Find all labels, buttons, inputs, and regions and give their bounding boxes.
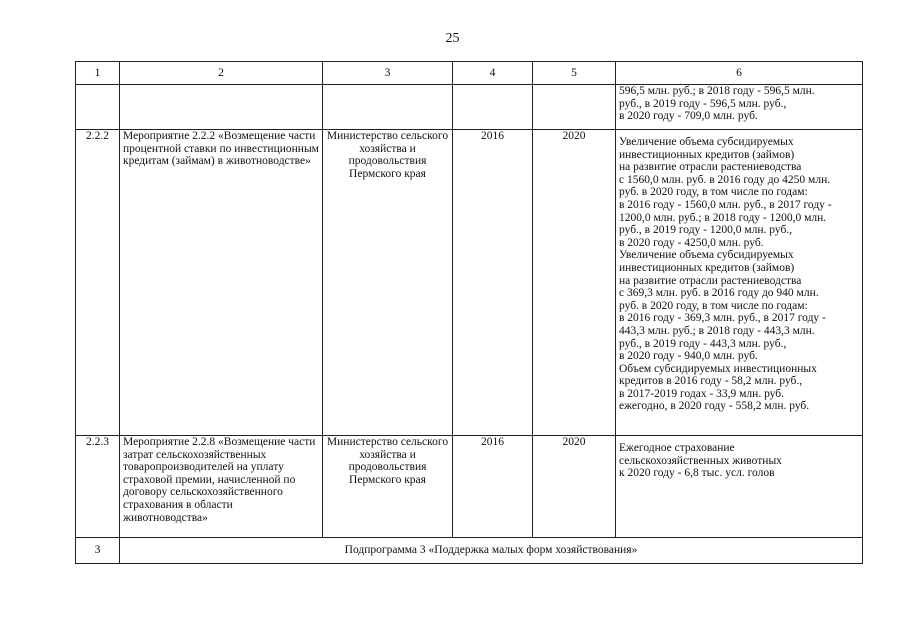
measures-table — [75, 61, 863, 564]
executor-name: Министерство сельского хозяйства и продовольствия Пермского края — [323, 436, 453, 538]
executor-name — [323, 85, 453, 130]
page-number: 25 — [445, 31, 460, 46]
column-header: 5 — [533, 62, 616, 85]
result-text: Ежегодное страхование сельскохозяйственных животных к 2020 году - 6,8 тыс. усл. голов — [616, 436, 863, 538]
column-header: 2 — [120, 62, 323, 85]
subprogram-title: Подпрограмма 3 «Поддержка малых форм хозяйствования» — [120, 538, 863, 564]
subprogram-number: 3 — [76, 538, 120, 564]
start-year: 2016 — [453, 436, 533, 538]
start-year — [453, 85, 533, 130]
result-text: 596,5 млн. руб.; в 2018 году - 596,5 млн. руб., в 2019 году - 596,5 млн. руб., в 2020 году - 709,0 млн. руб. — [616, 85, 863, 130]
table-row — [76, 85, 863, 130]
row-number: 2.2.2 — [76, 130, 120, 436]
event-name — [120, 85, 323, 130]
executor-name: Министерство сельского хозяйства и продовольствия Пермского края — [323, 130, 453, 436]
column-header: 3 — [323, 62, 453, 85]
row-number: 2.2.3 — [76, 436, 120, 538]
subprogram-row — [76, 538, 863, 564]
start-year: 2016 — [453, 130, 533, 436]
table-row — [76, 130, 863, 436]
end-year: 2020 — [533, 436, 616, 538]
table-row — [76, 436, 863, 538]
header-row — [76, 62, 863, 85]
column-header: 4 — [453, 62, 533, 85]
end-year: 2020 — [533, 130, 616, 436]
event-name: Мероприятие 2.2.2 «Возмещение части процентной ставки по инвестиционным кредитам (займам) в животноводстве» — [120, 130, 323, 436]
column-header: 6 — [616, 62, 863, 85]
end-year — [533, 85, 616, 130]
column-header: 1 — [76, 62, 120, 85]
row-number — [76, 85, 120, 130]
result-text: Увеличение объема субсидируемых инвестиционных кредитов (займов) на развитие отрасли растениеводства с 1560,0 млн. руб. в 2016 году до 4250 млн. руб. в 2020 году, в том числе по годам: в 2016 году - 1560,0 млн. руб., в 2017 году - 1200,0 млн. руб.; в 2018 году - 1200,0 млн. руб., в 2019 году - 1200,0 млн. руб., в 2020 году - 4250,0 млн. руб. Увеличение объема субсидируемых инвестиционных кредитов (займов) на развитие отрасли растениеводства с 369,3 млн. руб. в 2016 году до 940 млн. руб. в 2020 году, в том числе по годам: в 2016 году - 369,3 млн. руб., в 2017 году - 443,3 млн. руб.; в 2018 году - 443,3 млн. руб., в 2019 году - 443,3 млн. руб., в 2020 году - 940,0 млн. руб. Объем субсидируемых инвестиционных кредитов в 2016 году - 58,2 млн. руб., в 2017-2019 годах - 33,9 млн. руб. ежегодно, в 2020 году - 558,2 млн. руб. — [616, 130, 863, 436]
event-name: Мероприятие 2.2.8 «Возмещение части затрат сельскохозяйственных товаропроизводителей на уплату страховой премии, начисленной по договору сельскохозяйственного страхования в области животноводства» — [120, 436, 323, 538]
